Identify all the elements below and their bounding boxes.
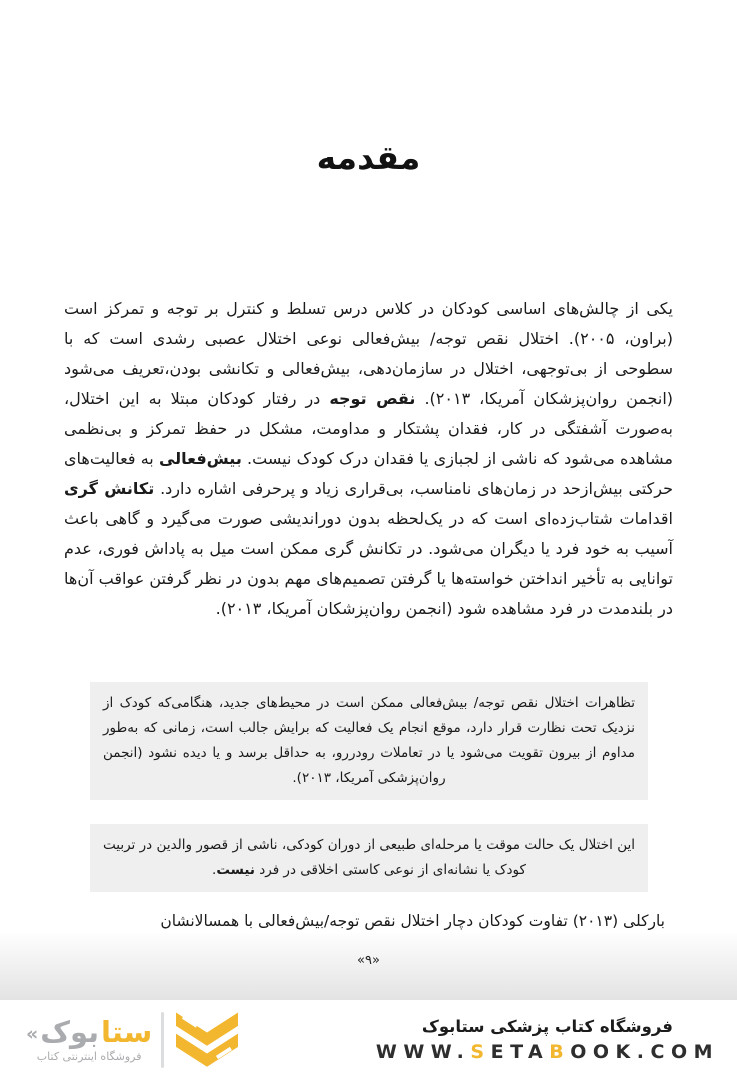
logo-wordmark: « بوک ستا — [26, 1014, 153, 1049]
page-title: مقدمه — [316, 138, 421, 178]
body-paragraph: یکی از چالش‌های اساسی کودکان در کلاس درس تسلط و کنترل بر توجه و تمرکز است (براون، ۲۰۰۵). اختلال نقص توجه/ بیش‌فعالی نوعی اختلال عصبی رشدی است که با سطوحی از بی‌توجهی، اختلال در سازمان‌دهی، بیش‌فعالی و تکانشی بودن،تعریف می‌شود (انجمن روان‌پزشکان آمریکا، ۲۰۱۳). نقص توجه در رفتار کودکان مبتلا به این اختلال، به‌صورت آشفتگی در کار، فقدان پشتکار و مداومت، مشکل در حفظ تمرکز و بی‌نظمی مشاهده می‌شود که ناشی از لجبازی یا فقدان درک کودک نیست. بیش‌فعالی به فعالیت‌های حرکتی بیش‌ازحد در زمان‌های نامناسب، بی‌قراری زیاد و پرحرفی اشاره دارد. تکانش گری اقدامات شتاب‌زده‌ای است که در یک‌لحظه بدون دوراندیشی صورت می‌گیرد و گاهی باعث آسیب به خود فرد یا دیگران می‌شود. در تکانش گری ممکن است میل به پاداش فوری، عدم توانایی به تأخیر انداختن خواسته‌ها یا گرفتن تصمیم‌های مهم بدون در نظر گرفتن عواقب آن‌ها در بلندمدت در فرد مشاهده شود (انجمن روان‌پزشکان آمریکا، ۲۰۱۳). — [64, 299, 674, 618]
logo-tagline: فروشگاه اینترنتی کتاب — [36, 1049, 142, 1063]
store-title: فروشگاه کتاب پزشکی ستابوک — [421, 1017, 673, 1036]
setabook-logo — [26, 1007, 241, 1073]
logo-wordmark-column — [26, 1014, 153, 1063]
website-url: WWW.SETABOOK.COM — [375, 1041, 719, 1063]
page-number: «۹» — [357, 953, 380, 968]
footer-brand-text — [376, 1017, 723, 1063]
closing-paragraph: بارکلی (۲۰۱۳) تفاوت کودکان دچار اختلال نقص توجه/بیش‌فعالی با همسالانشان — [160, 911, 665, 930]
footer-banner — [0, 1000, 737, 1080]
setabook-chevron-logo-icon — [173, 1007, 241, 1073]
logo-divider — [161, 1012, 164, 1068]
callout-box-1: تظاهرات اختلال نقص توجه/ بیش‌فعالی ممکن است در محیط‌های جدید، هنگامی‌که کودک از نزدیک تحت نظارت قرار دارد، موقع انجام یک فعالیت که برایش جالب است، زمانی که به‌طور مداوم از بیرون تقویت می‌شود یا در تعاملات رودررو، به حداقل برسد و یا دیده نشود (انجمن روان‌پزشکی آمریکا، ۲۰۱۳). — [90, 682, 648, 800]
callout-box-2: این اختلال یک حالت موقت یا مرحله‌ای طبیعی از دوران کودکی، ناشی از قصور والدین در تربیت کودک یا نشانه‌ای از نوعی کاستی اخلاقی در فرد نیست. — [90, 824, 648, 892]
